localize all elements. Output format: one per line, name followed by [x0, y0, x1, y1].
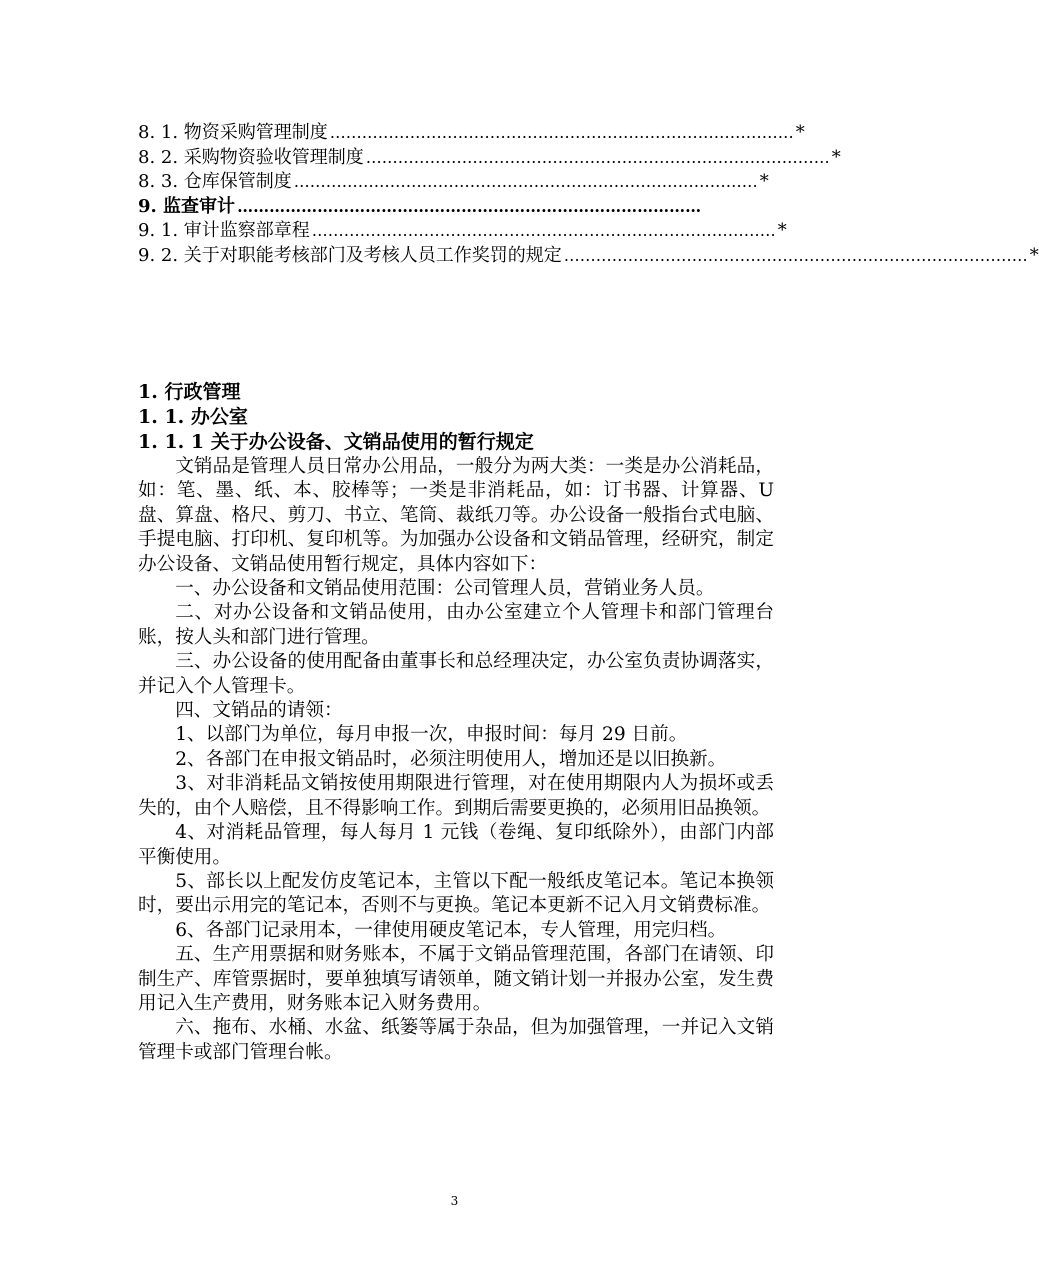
toc-entry[interactable]: [138, 241, 1039, 266]
toc-entry-label: 8. 3. 仓库保管制度: [138, 171, 292, 192]
toc-entry[interactable]: [138, 143, 841, 168]
paragraph: 六、拖布、水桶、水盆、纸篓等属于杂品，但为加强管理，一并记入文销管理卡或部门管理台帐。: [138, 1017, 774, 1063]
toc-dot-leader: ……………………………………………………………………………: [563, 245, 1028, 265]
toc-entry[interactable]: [138, 216, 787, 241]
heading-level-3: 1. 1. 1 关于办公设备、文销品使用的暂行规定: [138, 431, 534, 453]
paragraph: 3、对非消耗品文销按使用期限进行管理，对在使用期限内人为损坏或丢失的，由个人赔偿，且不得影响工作。到期后需要更换的，必须用旧品换领。: [138, 773, 774, 819]
table-of-contents: [138, 118, 1039, 266]
toc-entry[interactable]: [138, 118, 805, 143]
toc-entry-label: 9. 监查审计: [138, 195, 236, 217]
heading-level-1: 1. 行政管理: [138, 381, 241, 403]
toc-page-ref: *: [777, 220, 787, 241]
toc-dot-leader: ……………………………………………………………………………: [365, 147, 830, 167]
toc-entry[interactable]: [138, 167, 769, 192]
paragraph: 4、对消耗品管理，每人每月 1 元钱（卷绳、复印纸除外），由部门内部平衡使用。: [138, 822, 774, 868]
paragraph: 6、各部门记录用本，一律使用硬皮笔记本，专人管理，用完归档。: [175, 919, 727, 941]
paragraph: 二、对办公设备和文销品使用，由办公室建立个人管理卡和部门管理台账，按人头和部门进行管理。: [138, 602, 774, 648]
toc-dot-leader: ……………………………………………………………………………: [237, 196, 702, 216]
paragraph: 5、部长以上配发仿皮笔记本，主管以下配一般纸皮笔记本。笔记本换领时，要出示用完的笔记本，否则不与更换。笔记本更新不记入月文销费标准。: [138, 870, 774, 917]
toc-dot-leader: ……………………………………………………………………………: [293, 172, 758, 191]
paragraph: 三、办公设备的使用配备由董事长和总经理决定，办公室负责协调落实，并记入个人管理卡。: [138, 651, 774, 697]
toc-dot-leader: ……………………………………………………………………………: [329, 123, 794, 142]
heading-level-2: 1. 1. 办公室: [138, 406, 248, 428]
toc-page-ref: *: [795, 122, 805, 143]
toc-entry-label: 9. 1. 审计监察部章程: [138, 220, 310, 241]
toc-page-ref: *: [1029, 244, 1039, 266]
paragraph: 文销品是管理人员日常办公用品，一般分为两大类：一类是办公消耗品，如：笔、墨、纸、本、胶棒等；一类是非消耗品，如：订书器、计算器、U盘、算盘、格尺、剪刀、书立、笔筒、裁纸刀等。办公设备一般指台式电脑、手提电脑、打印机、复印机等。为加强办公设备和文销品管理，经研究，制定办公设备、文销品使用暂行规定，具体内容如下：: [138, 456, 774, 575]
toc-page-ref: *: [759, 171, 769, 192]
paragraph: 五、生产用票据和财务账本，不属于文销品管理范围，各部门在请领、印制生产、库管票据时，要单独填写请领单，随文销计划一并报办公室，发生费用记入生产费用，财务账本记入财务费用。: [138, 944, 774, 1014]
paragraph: 1、以部门为单位，每月申报一次，申报时间：每月 29 日前。: [175, 724, 688, 746]
paragraph: 一、办公设备和文销品使用范围：公司管理人员，营销业务人员。: [175, 578, 715, 600]
toc-page-ref: *: [831, 146, 841, 168]
paragraph: 2、各部门在申报文销品时，必须注明使用人，增加还是以旧换新。: [175, 748, 727, 770]
toc-entry-label: 8. 2. 采购物资验收管理制度: [138, 146, 364, 168]
toc-entry-label: 9. 2. 关于对职能考核部门及考核人员工作奖罚的规定: [138, 244, 562, 266]
toc-section-entry[interactable]: [138, 192, 738, 217]
document-body: [138, 380, 774, 1065]
toc-entry-label: 8. 1. 物资采购管理制度: [138, 122, 328, 143]
page-number: 3: [450, 1194, 459, 1208]
paragraph: 四、文销品的请领：: [175, 700, 343, 722]
toc-dot-leader: ……………………………………………………………………………: [311, 221, 776, 240]
